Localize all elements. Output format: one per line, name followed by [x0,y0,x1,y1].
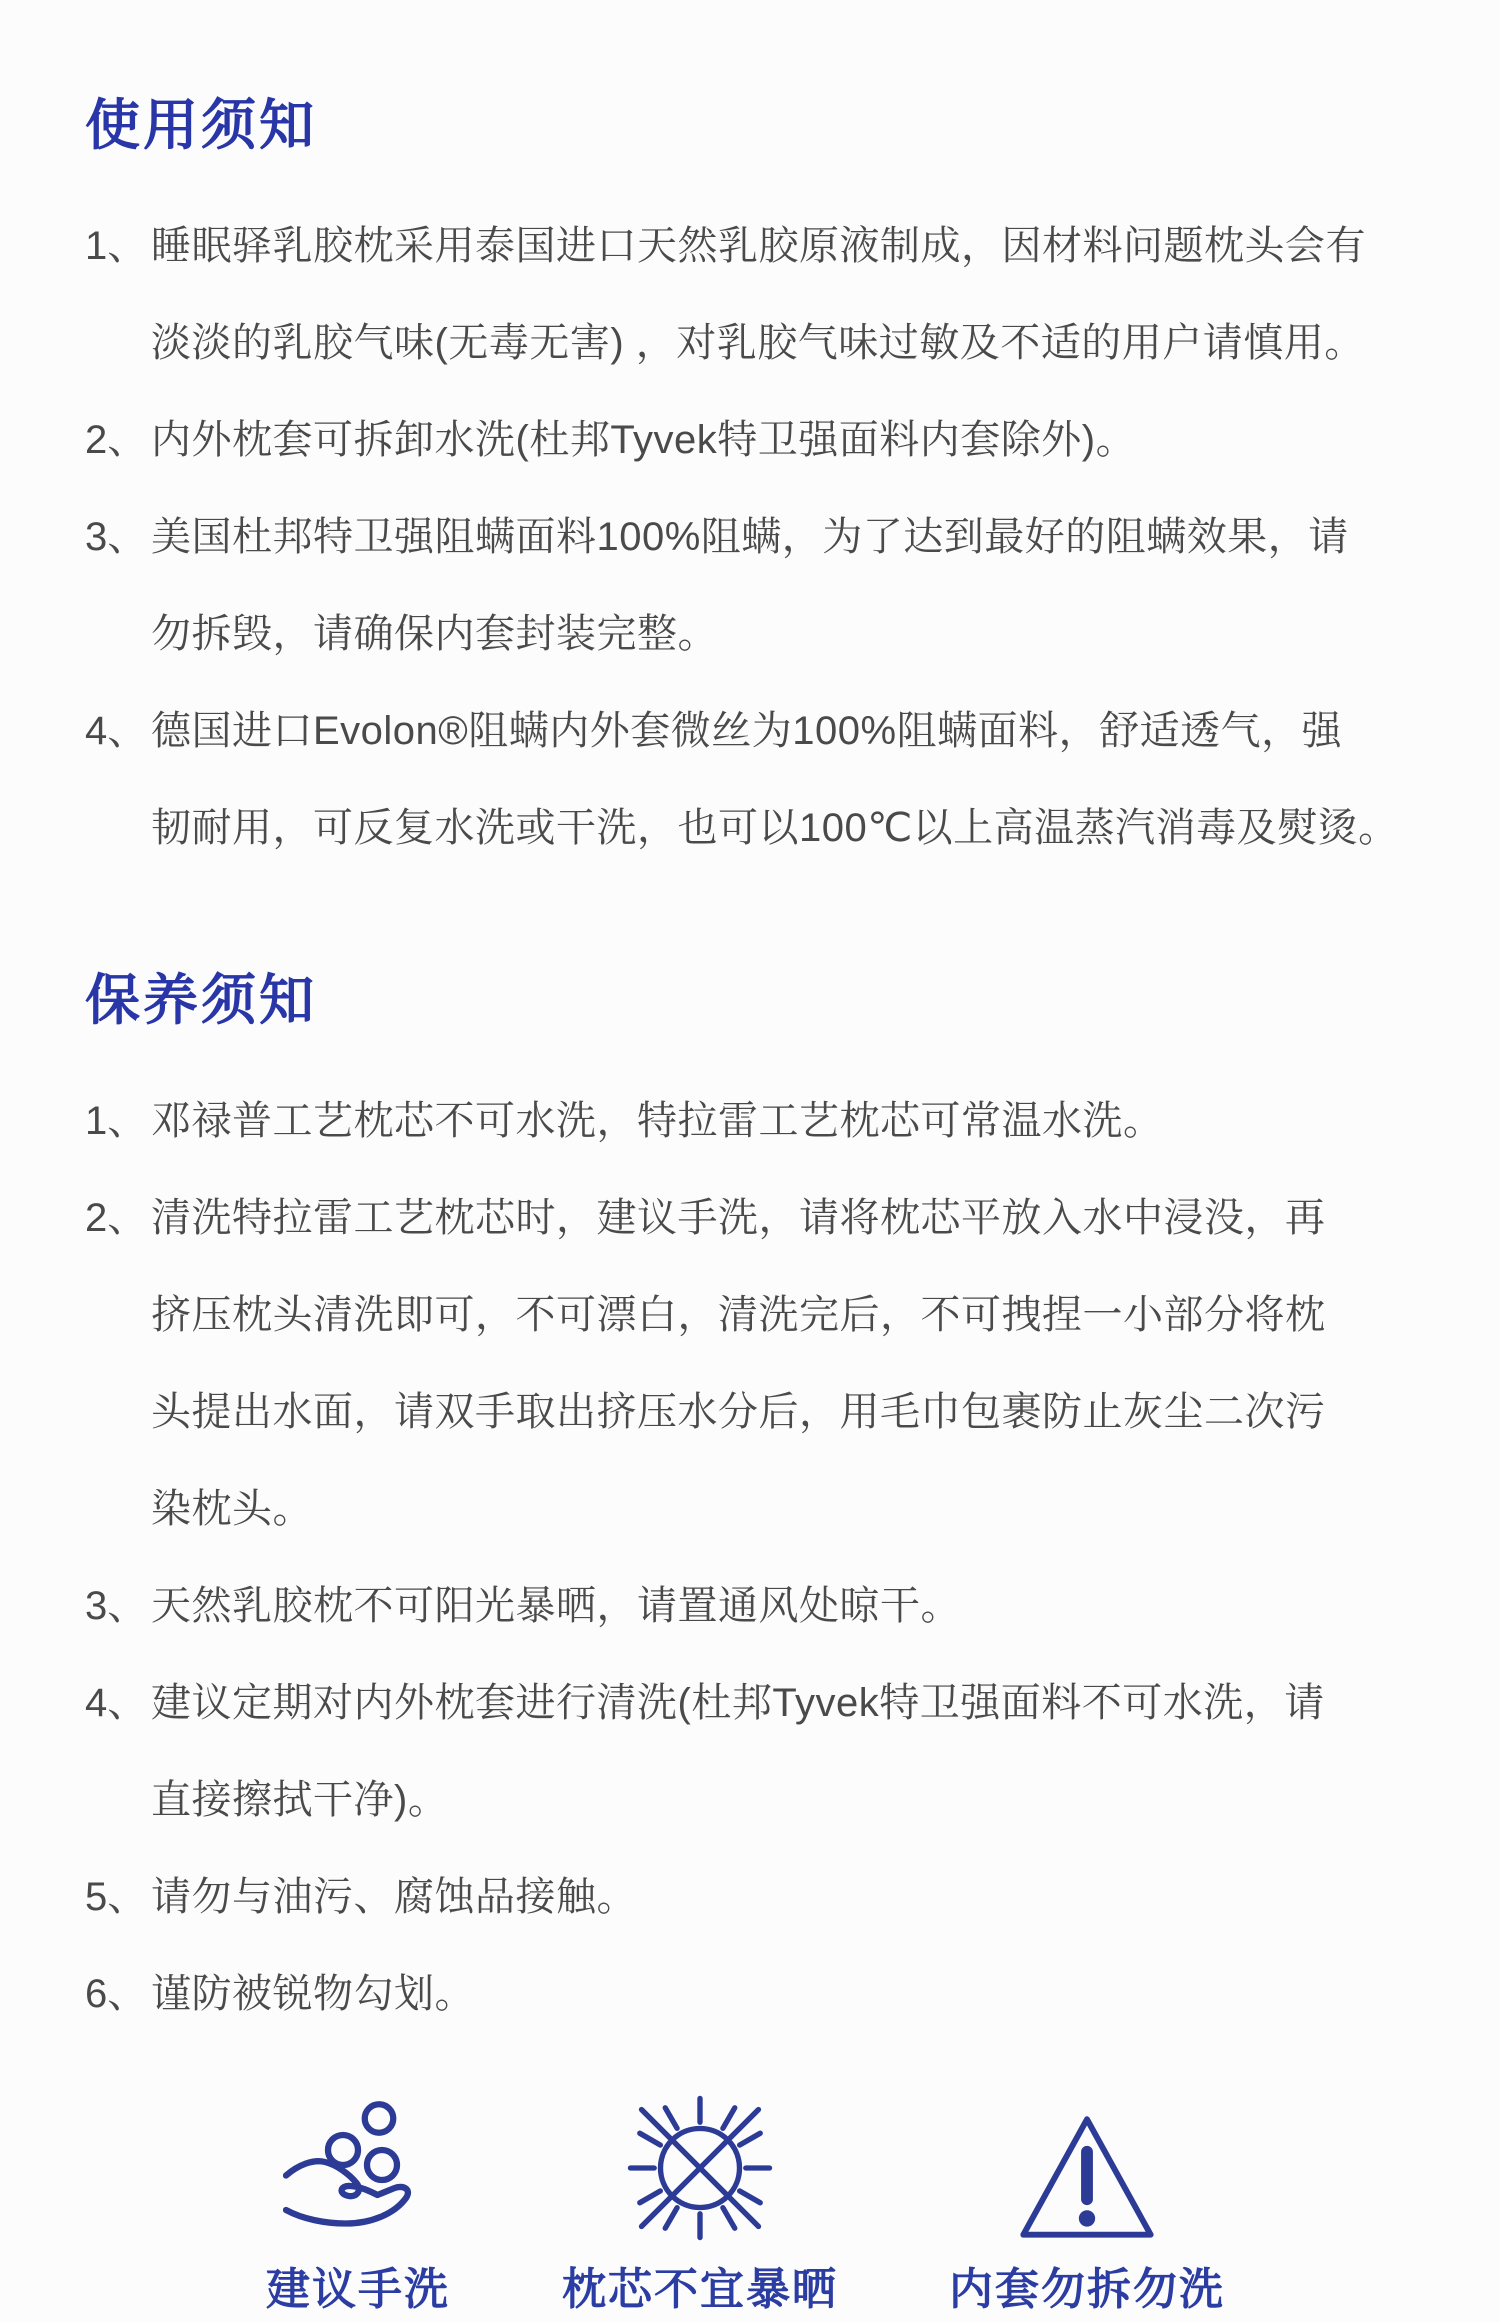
usage-item [85,489,1460,683]
care-item [85,1655,1460,1849]
text-line: 睡眠驿乳胶枕采用泰国进口天然乳胶原液制成，因材料问题枕头会有 [151,224,1366,268]
no-sun-icon [560,2089,840,2247]
care-list [85,1073,1460,2043]
item-number: 3、 [85,1584,148,1628]
text-line: 美国杜邦特卫强阻螨面料100%阻螨，为了达到最好的阻螨效果，请 [151,515,1349,559]
no-sun-column [560,2089,840,2317]
text-line: 直接擦拭干净)。 [151,1778,449,1822]
care-item [85,1558,1460,1655]
item-number: 4、 [85,1681,148,1725]
item-number: 1、 [85,1099,148,1143]
text-line: 建议定期对内外枕套进行清洗(杜邦Tyvek特卫强面料不可水洗，请 [151,1681,1325,1725]
usage-section [85,92,1460,877]
text-line: 内外枕套可拆卸水洗(杜邦Tyvek特卫强面料内套除外)。 [151,418,1137,462]
usage-list [85,198,1460,877]
care-section [85,967,1460,2043]
care-title: 保养须知 [85,969,318,1031]
item-number: 1、 [85,224,148,268]
text-line: 谨防被锐物勾划。 [151,1972,475,2016]
care-item [85,1170,1460,1558]
text-line: 清洗特拉雷工艺枕芯时，建议手洗，请将枕芯平放入水中浸没，再 [151,1196,1326,1240]
text-line: 淡淡的乳胶气味(无毒无害) ，对乳胶气味过敏及不适的用户请慎用。 [151,321,1365,365]
usage-item [85,683,1460,877]
item-number: 5、 [85,1875,148,1919]
care-symbols-row [85,2089,1460,2317]
warning-column [947,2107,1227,2317]
text-line: 天然乳胶枕不可阳光暴晒，请置通风处晾干。 [151,1584,961,1628]
item-number: 2、 [85,418,148,462]
item-number: 2、 [85,1196,148,1240]
warning-label: 内套勿拆勿洗 [949,2265,1225,2314]
no-sun-label: 枕芯不宜暴晒 [562,2265,838,2314]
item-number: 6、 [85,1972,148,2016]
care-item [85,1849,1460,1946]
text-line: 韧耐用，可反复水洗或干洗，也可以100℃以上高温蒸汽消毒及熨烫。 [151,806,1399,850]
text-line: 染枕头。 [151,1487,313,1531]
care-item [85,1073,1460,1170]
item-number: 3、 [85,515,148,559]
hand-wash-icon [248,2095,468,2247]
text-line: 头提出水面，请双手取出挤压水分后，用毛巾包裹防止灰尘二次污 [151,1390,1326,1434]
text-line: 德国进口Evolon®阻螨内外套微丝为100%阻螨面料，舒适透气，强 [151,709,1343,753]
usage-title: 使用须知 [85,94,318,156]
text-line: 请勿与油污、腐蚀品接触。 [151,1875,637,1919]
hand-wash-column [248,2095,468,2317]
warning-triangle-icon [947,2107,1227,2247]
text-line: 邓禄普工艺枕芯不可水洗，特拉雷工艺枕芯可常温水洗。 [151,1099,1164,1143]
usage-item [85,198,1460,392]
item-number: 4、 [85,709,148,753]
care-item [85,1946,1460,2043]
text-line: 勿拆毁，请确保内套封装完整。 [151,612,718,656]
text-line: 挤压枕头清洗即可，不可漂白，清洗完后，不可拽捏一小部分将枕 [151,1293,1326,1337]
hand-wash-label: 建议手洗 [266,2265,450,2314]
usage-item [85,392,1460,489]
